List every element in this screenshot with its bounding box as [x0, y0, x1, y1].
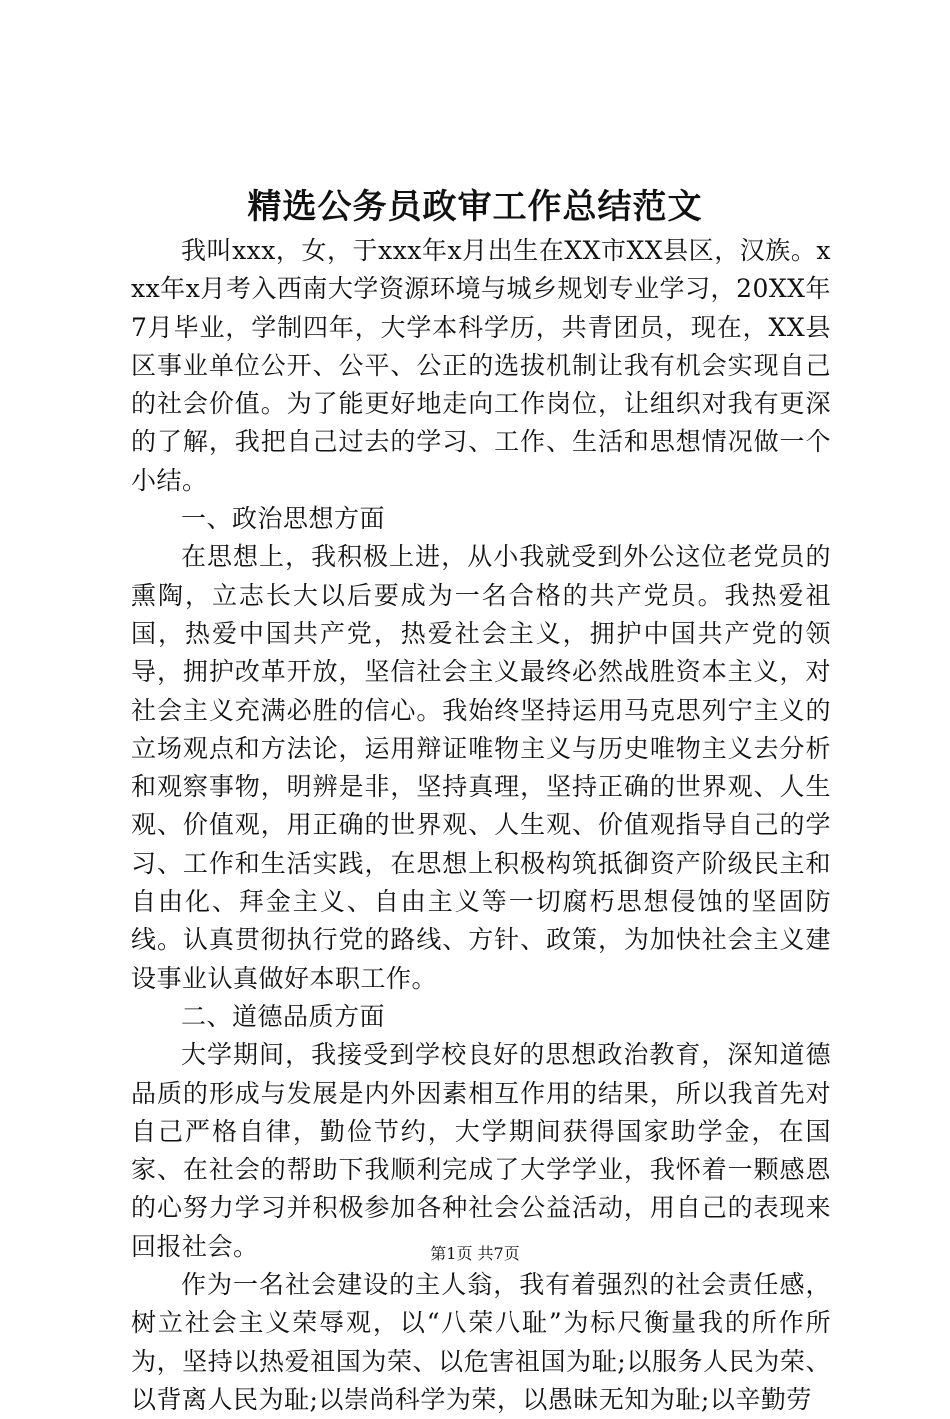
page-number-footer: 第1页 共7页: [430, 1244, 520, 1263]
paragraph-moral: 大学期间，我接受到学校良好的思想政治教育，深知道德品质的形成与发展是内外因素相互作用的结果，所以我首先对自己严格自律，勤俭节约，大学期间获得国家助学金，在国家、在社会的帮助下我顺利完成了大学学业，我怀着一颗感恩的心努力学习并积极参加各种社会公益活动，用自己的表现来回报社会。: [131, 1040, 831, 1261]
document-title: 精选公务员政审工作总结范文: [247, 187, 703, 227]
paragraph-responsibility: 作为一名社会建设的主人翁，我有着强烈的社会责任感，树立社会主义荣辱观，以“八荣八耻”为标尺衡量我的所作所为，坚持以热爱祖国为荣、以危害祖国为耻;以服务人民为荣、以背离人民为耻;以崇尚科学为荣，以愚昧无知为耻;以辛勤劳: [131, 1270, 831, 1414]
section-heading-political: 一、政治思想方面: [181, 504, 386, 534]
paragraph-intro: 我叫xxx，女，于xxx年x月出生在XX市XX县区，汉族。xxx年x月考入西南大学资源环境与城乡规划专业学习，20XX年7月毕业，学制四年，大学本科学历，共青团员，现在，XX县区事业单位公开、公平、公正的选拔机制让我有机会实现自己的社会价值。为了能更好地走向工作岗位，让组织对我有更深的了解，我把自己过去的学习、工作、生活和思想情况做一个小结。: [131, 236, 831, 495]
section-heading-moral: 二、道德品质方面: [181, 1001, 386, 1031]
paragraph-political: 在思想上，我积极上进，从小我就受到外公这位老党员的熏陶，立志长大以后要成为一名合格的共产党员。我热爱祖国，热爱中国共产党，热爱社会主义，拥护中国共产党的领导，拥护改革开放，坚信社会主义最终必然战胜资本主义，对社会主义充满必胜的信心。我始终坚持运用马克思列宁主义的立场观点和方法论，运用辩证唯物主义与历史唯物主义去分析和观察事物，明辨是非，坚持真理，坚持正确的世界观、人生观、价值观，用正确的世界观、人生观、价值观指导自己的学习、工作和生活实践，在思想上积极构筑抵御资产阶级民主和自由化、拜金主义、自由主义等一切腐朽思想侵蚀的坚固防线。认真贯彻执行党的路线、方针、政策，为加快社会主义建设事业认真做好本职工作。: [131, 542, 831, 993]
document-body: [131, 232, 831, 1419]
